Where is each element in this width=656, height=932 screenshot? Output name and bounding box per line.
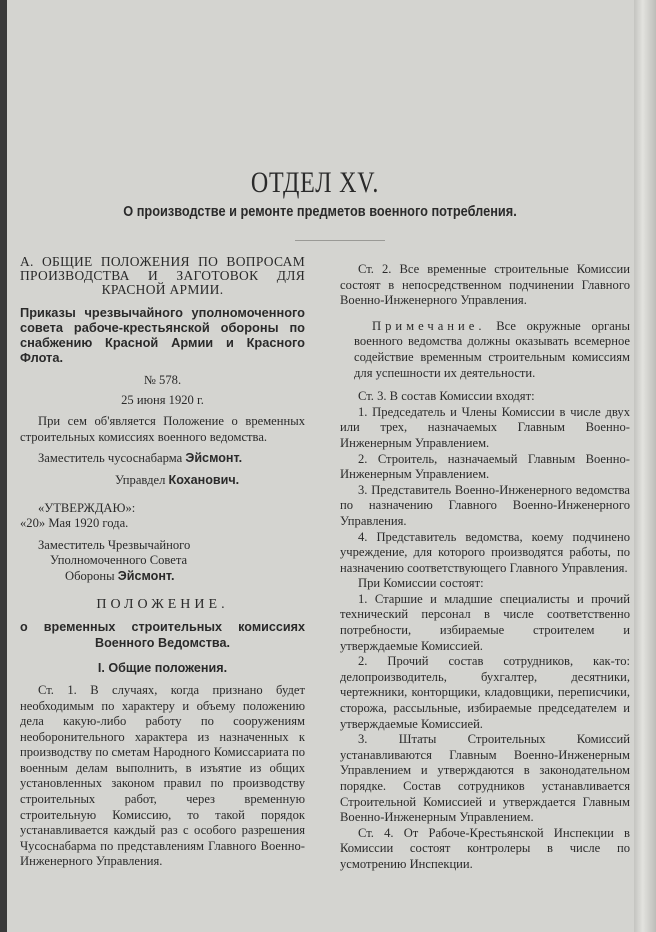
- part-1-title: I. Общие положения.: [97, 661, 228, 676]
- signature-2-name: Коханович.: [168, 472, 240, 487]
- staff-item: 1. Старшие и младшие специалисты и прочий технический персонал в числе соответственно потребности, избираемые строителем и утверждаемые Комиссией.: [340, 591, 630, 653]
- approver-name: Эйсмонт.: [117, 568, 175, 583]
- order-number: № 578.: [143, 373, 182, 387]
- article-3-item: 2. Строитель, назначаемый Главным Военно-Инженерным Управлением.: [340, 451, 630, 482]
- section-subtitle: О производстве и ремонте предметов военного потребления.: [123, 204, 517, 220]
- announcement: При сем об'является Положение о временных строительных комиссиях военного ведомства.: [20, 414, 305, 444]
- signature-2-role: Управдел: [115, 472, 166, 487]
- scan-right-edge: [634, 0, 656, 932]
- staff-item: 2. Прочий состав сотрудников, как-то: делопроизводитель, бухгалтер, десятники, чертежники, конторщики, кладовщики, переписчики, сторожа, рассыльные, избираемые председателем и утверждаемые Комиссией.: [340, 654, 630, 731]
- note-text: Все окружные органы военного ведомства должны оказывать всемерное содействие временным строительным комиссиям для успешности их деятельности.: [354, 318, 630, 380]
- signature-1: [20, 451, 305, 467]
- part-a-heading: А. ОБЩИЕ ПОЛОЖЕНИЯ ПО ВОПРОСАМ ПРОИЗВОДСТВА И ЗАГОТОВОК ДЛЯ КРАСНОЙ АРМИИ.: [20, 254, 305, 297]
- signature-1-role: Заместитель чусоснабарма: [38, 451, 183, 466]
- article-4: Ст. 4. От Рабоче-Крестьянской Инспекции в Комиссии состоят контролеры в числе по усмотрению Инспекции.: [340, 825, 630, 871]
- orders-heading: Приказы чрезвычайного уполномоченного совета рабоче-крестьянской обороны по снабжению Красной Армии и Красного Флота.: [20, 305, 305, 365]
- note: [340, 319, 630, 381]
- left-column: [20, 255, 305, 870]
- article-3-item: 3. Представитель Военно-Инженерного ведомства по назначению Главного Военно-Инженерного Управления.: [340, 482, 630, 528]
- regulation-title: ПОЛОЖЕНИЕ.: [96, 596, 229, 612]
- right-column: [340, 262, 630, 873]
- scan-left-edge: [0, 0, 7, 932]
- staff-item: 3. Штаты Строительных Комиссий устанавливаются Главным Военно-Инженерным Управлением и утверждаются в законодательном порядке. Состав сотрудников устанавливается Строительной Комиссией и утверждается Главным Военно-Инженерным Управлением.: [340, 732, 630, 825]
- article-3-item: 4. Представитель ведомства, коему подчинено учреждение, для которого производятся работы, по назначению соответствующего Главного Управления.: [340, 529, 630, 575]
- approver-line-3: [20, 569, 305, 585]
- signature-2: [20, 473, 305, 489]
- approve-label: «УТВЕРЖДАЮ»:: [38, 500, 136, 515]
- article-1: Ст. 1. В случаях, когда признано будет необходимым по характеру и объему положению дела какую-либо работу по сооружениям необоронительного характера из назначенных к производству по сметам Народного Комиссариата по военным делам выполнить, в изъятие из общих установленных законом правил по производству строительных работ, через временную строительную Комиссию, то такой порядок устанавливается каждый раз с особого разрешения Чусоснабарма по представлениям Главного Военно-Инженерного Управления.: [20, 682, 305, 869]
- article-3-item: 1. Председатель и Члены Комиссии в числе двух или трех, назначаемых Главным Военно-Инженерным Управлением.: [340, 404, 630, 450]
- divider: [295, 240, 385, 241]
- regulation-subtitle: о временных строительных комиссиях Военного Ведомства.: [20, 620, 305, 650]
- approver-org: Обороны: [65, 568, 115, 583]
- article-2: Ст. 2. Все временные строительные Комиссии состоят в непосредственном подчинении Главного Военно-Инженерного Управления.: [340, 262, 630, 308]
- article-3: Ст. 3. В состав Комиссии входят:: [358, 389, 535, 404]
- section-title: ОТДЕЛ XV.: [250, 166, 380, 199]
- approver-line-1: Заместитель Чрезвычайного: [38, 537, 191, 552]
- approver-line-2: Уполномоченного Совета: [50, 553, 188, 568]
- note-label: Примечание.: [372, 318, 486, 333]
- order-date: 25 июня 1920 г.: [121, 392, 204, 407]
- signature-1-name: Эйсмонт.: [185, 451, 243, 466]
- staff-intro: При Комиссии состоят:: [358, 576, 484, 591]
- approve-date: «20» Мая 1920 года.: [20, 516, 129, 531]
